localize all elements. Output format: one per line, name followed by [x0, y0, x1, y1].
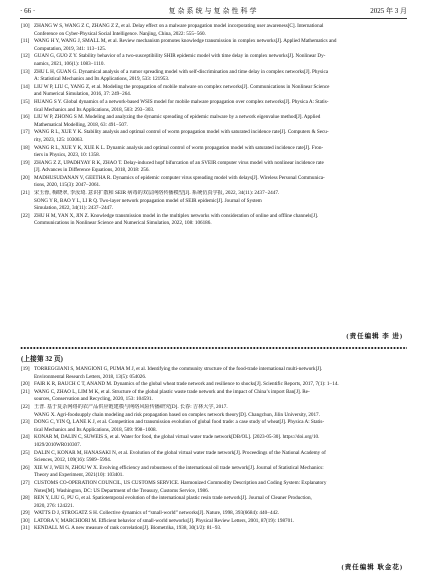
reference-item: [21, 419, 406, 434]
reference-text-line: SONG Y R, BAO Y L, LI R Q. Two-layer network propagation model of SEIR epidemic[J]. Journal of System: [34, 197, 262, 204]
reference-number: [30]: [21, 517, 30, 524]
reference-item: [21, 404, 406, 419]
reference-number: [31]: [21, 525, 30, 532]
reference-text-line: LIU W P, ZHONG S M. Modeling and analyzing the dynamic spreading of epidemic malware by a network eigenvalue method[J]. Applied: [34, 114, 321, 121]
reference-item: [21, 23, 406, 38]
reference-text-line: FAIR K R, BAUCH C T, ANAND M. Dynamics of the global wheat trade network and resilience to shocks[J]. Scientific Reports, 2017, 7(1): 1−14.: [34, 381, 339, 388]
reference-text-line: MADHUSUDANAN V, GEETHA R. Dynamics of epidemic computer virus spreading model with delays[J]. Wireless Personal Communica-: [34, 174, 325, 181]
reference-text-line: 2020, 276: 124221.: [34, 502, 74, 509]
reference-text-line: 宋玉蓉, 梅晓翠, 李汝琦. 意识扩散和 SEIR 病毒的双层网络传播模型[J]. 系统仿真学报, 2022, 34(11): 2437−2447.: [34, 190, 280, 197]
reference-text-line: [J]. Advances in Difference Equations, 2018, 2018: 256.: [34, 167, 150, 174]
reference-number: [20]: [21, 381, 30, 388]
reference-item: [21, 518, 406, 526]
reference-text-line: tions, 2020, 115(3): 2047−2061.: [34, 182, 101, 189]
reference-text-line: DONG C, YIN Q, LANE K J, et al. Competition and transmission evolution of global food trade: a case study of wheat[J]. Physica A: Statis-: [34, 419, 325, 426]
reference-number: [22]: [21, 212, 30, 219]
reference-text-line: WANG R L, XUE Y K, XUE K L. Dynamic analysis and optimal control of worm propagation model with saturated incidence rate[J]. Fron-: [34, 144, 324, 151]
editor-note-bottom: (责任编辑 耿金花): [341, 564, 403, 571]
reference-number: [14]: [21, 83, 30, 90]
reference-text-line: Sciences, 2012, 109(16): 5989−5994.: [34, 457, 112, 464]
reference-item: [21, 53, 406, 68]
continued-label: (上接第 32 页): [21, 356, 63, 363]
reference-item: [21, 145, 406, 160]
reference-number: [21]: [21, 190, 30, 197]
reference-item: [21, 434, 406, 449]
reference-text-line: tiers in Physics, 2023, 10: 1358.: [34, 152, 100, 159]
reference-item: [21, 525, 406, 533]
reference-text-line: KONAR M, DALIN C, SUWEIS S, et al. Water for food, the global virtual water trade network[DB/OL]. [2023-05-30]. https://doi.org/10.: [34, 434, 320, 441]
reference-text-line: tical Mechanics and Its Applications, 2018, 503: 293−303.: [34, 106, 155, 113]
reference-item: [21, 381, 406, 389]
reference-item: [21, 160, 406, 175]
reference-text-line: WANG C, ZHAO L, LIM M K, et al. Structure of the global plastic waste trade network and the impact of China’s import Ban[J]. Re-: [34, 388, 310, 395]
reference-number: [24]: [21, 434, 30, 441]
reference-number: [15]: [21, 98, 30, 105]
editor-note-top: (责任编辑 李 进): [346, 333, 403, 340]
reference-text-line: LATORA V, MARCHIORI M. Efficient behavior of small-world networks[J]. Physical Review Letters, 2001, 87(19): 198701.: [34, 517, 295, 524]
reference-item: [21, 69, 406, 84]
reference-text-line: Mathematical Modelling, 2018, 63: 491−507.: [34, 121, 128, 128]
reference-number: [16]: [21, 114, 30, 121]
reference-text-line: sources, Conservation and Recycling, 2020, 153: 104591.: [34, 396, 153, 403]
reference-item: [21, 450, 406, 465]
reference-number: [28]: [21, 495, 30, 502]
reference-number: [13]: [21, 68, 30, 75]
reference-text-line: DALIN C, KONAR M, HANASAKI N, et al. Evolution of the global virtual water trade network[J]. Proceedings of the National Academy of: [34, 449, 326, 456]
reference-text-line: WANG H Y, WANG J, SMALL M, et al. Review mechanism promotes knowledge transmission in complex networks[J]. Applied Mathematics and: [34, 38, 337, 45]
reference-text-line: Theory and Experiment, 2021(10): 103401.: [34, 472, 124, 479]
reference-text-line: rity, 2023, 125: 103063.: [34, 136, 84, 143]
reference-number: [25]: [21, 449, 30, 456]
reference-number: [21]: [21, 388, 30, 395]
header-rule: [20, 18, 407, 19]
reference-number: [10]: [21, 23, 30, 29]
reference-text-line: Computation, 2019, 341: 113−125.: [34, 45, 107, 52]
reference-text-line: XIE W J, WEI N, ZHOU W X. Evolving efficiency and robustness of the international oil trade network[J]. Journal of Statistical Mechanics:: [34, 464, 324, 471]
running-header: [20, 6, 407, 16]
issue-date: 2025 年 3 月: [370, 7, 407, 15]
reference-text-line: Environmental Research Letters, 2018, 13(5): 054026.: [34, 373, 147, 380]
reference-number: [11]: [21, 38, 30, 45]
reference-text-line: ZHANG W S, WANG Z C, ZHANG Z Z, et al. Delay effect on a malware propagation model incorporating user awareness[C]. International: [34, 23, 324, 29]
page-number: · 66 ·: [20, 7, 36, 15]
reference-text-line: LIU W P, LIU C, YANG Z, et al. Modeling the propagation of mobile malware on complex networks[J]. Communications in Nonlinear Science: [34, 83, 330, 90]
reference-text-line: KENDALL M G. A new measure of rank correlation[J]. Biometrika, 1938, 30(1/2): 81−93.: [34, 525, 222, 532]
reference-item: [21, 114, 406, 129]
reference-item: [21, 213, 406, 228]
reference-text-line: Simulation, 2022, 34(11): 2437−2447.: [34, 205, 113, 212]
reference-text-line: ZHU H M, YAN X, JIN Z. Knowledge transmission model in the multiplex networks with consideration of online and offline channels[J].: [34, 212, 319, 219]
reference-item: [21, 366, 406, 381]
section-divider: [20, 346, 407, 350]
reference-item: [21, 465, 406, 480]
reference-text-line: namics, 2021, 106(1): 1083−1110.: [34, 60, 105, 67]
reference-text-line: ZHU L H, GUAN G. Dynamical analysis of a rumor spreading model with self-discrimination and time delay in complex networks[J]. Physica: [34, 68, 329, 75]
reference-text-line: ZHANG Z Z, UPADHYAY R K, ZHAO T. Delay-induced hopf bifurcation of an SVEIR computer virus model with nonlinear incidence rate: [34, 159, 324, 166]
reference-number: [26]: [21, 464, 30, 471]
reference-text-line: WATTS D J, STROGATZ S H. Collective dynamics of “small-world” networks[J]. Nature, 1998, 393(6684): 440−442.: [34, 510, 280, 517]
reference-item: [21, 480, 406, 495]
reference-item: [21, 38, 406, 53]
reference-number: [12]: [21, 53, 30, 60]
reference-list-bottom: [21, 366, 406, 533]
reference-item: [21, 99, 406, 114]
reference-number: [19]: [21, 366, 30, 372]
reference-number: [29]: [21, 510, 30, 517]
reference-item: [21, 190, 406, 213]
reference-number: [20]: [21, 174, 30, 181]
reference-text-line: and Numerical Simulation, 2016, 37: 249−264.: [34, 91, 132, 98]
reference-text-line: HUANG S Y. Global dynamics of a network-based WSIS model for mobile malware propagation over complex networks[J]. Physica A: Statis-: [34, 98, 329, 105]
reference-item: [21, 84, 406, 99]
reference-text-line: 王普. 基于复杂网络的农产品供应链建模与网络风险传播研究[D]. 长春: 吉林大学, 2017.: [34, 403, 228, 410]
reference-text-line: Communications in Nonlinear Science and Numerical Simulation, 2022, 108: 106186.: [34, 220, 212, 227]
reference-text-line: WANG R L, XUE Y K. Stability analysis and optimal control of worm propagation model with saturated incidence rate[J]. Computers & Secu-: [34, 129, 329, 136]
reference-number: [27]: [21, 479, 30, 486]
reference-text-line: 1029/2010WR010307.: [34, 441, 81, 448]
reference-text-line: REN Y, LIU G, PU G, et al. Spatiotemporal evolution of the international plastic resin trade network[J]. Journal of Cleaner Production,: [34, 495, 312, 502]
reference-list-top: [21, 23, 406, 228]
reference-item: [21, 129, 406, 144]
reference-text-line: CUSTOMS CO-OPERATION COUNCIL, US CUSTOMS SERVICE. Harmonized Commodity Description and Coding System: Explanatory: [34, 479, 327, 486]
reference-text-line: WANG X. Agri-foodsupply chain modeling and risk propagation based on complex network theory[D]. Changchun, Jilin University, 2017.: [34, 411, 320, 418]
reference-item: [21, 175, 406, 190]
reference-text-line: GUAN G, GUO Z Y. Stability behavior of a two-susceptibility SHIR epidemic model with time delay in complex networks[J]. Nonlinear Dy-: [34, 53, 326, 60]
reference-number: [19]: [21, 159, 30, 166]
reference-text-line: Conference on Cyber-Physical Social Intelligence. Nanjing, China, 2022: 555−560.: [34, 30, 206, 37]
reference-item: [21, 389, 406, 404]
reference-number: [23]: [21, 419, 30, 426]
reference-text-line: A: Statistical Mechanics and Its Applications, 2019, 533: 121953.: [34, 76, 170, 83]
journal-title: 复杂系统与复杂性科学: [168, 7, 259, 15]
reference-number: [17]: [21, 129, 30, 136]
reference-number: [18]: [21, 144, 30, 151]
reference-text-line: tical Mechanics and Its Applications, 2018, 509: 998−1008.: [34, 426, 157, 433]
reference-text-line: Notes[M]. Washington, DC: US Department of the Treasury, Customs Service, 1986.: [34, 487, 209, 494]
reference-item: [21, 510, 406, 518]
reference-text-line: TORREGGIANI S, MANGIONI G, PUMA M J, et al. Identifying the community structure of the food-trade international multi-network[J].: [34, 366, 323, 372]
reference-item: [21, 495, 406, 510]
reference-number: [22]: [21, 403, 30, 410]
